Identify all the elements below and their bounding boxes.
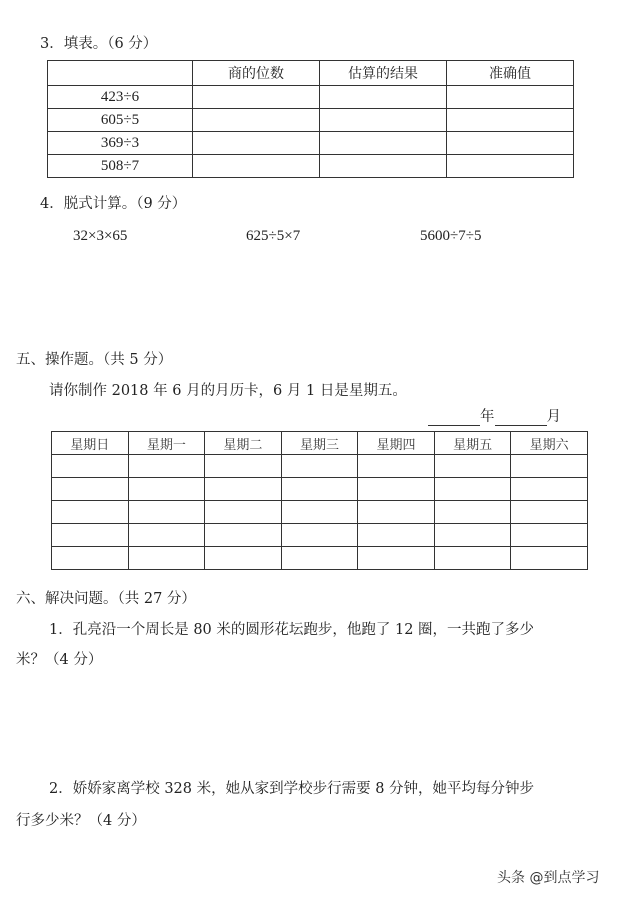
- header-cell-digits: 商的位数: [193, 61, 320, 86]
- problem1-line2: 米？（4 分）: [16, 652, 103, 668]
- calendar-cell[interactable]: [52, 524, 129, 547]
- calendar-cell[interactable]: [281, 547, 358, 570]
- answer-cell-digits[interactable]: [193, 109, 320, 132]
- expr-cell: 423÷6: [48, 86, 193, 109]
- weekday-wed: 星期三: [281, 432, 358, 455]
- calendar-row: [52, 547, 588, 570]
- header-cell-empty: [48, 61, 193, 86]
- year-label: 年: [480, 409, 495, 425]
- calendar-cell[interactable]: [128, 455, 205, 478]
- calendar-cell[interactable]: [511, 501, 588, 524]
- answer-cell-exact[interactable]: [447, 155, 574, 178]
- calendar-cell[interactable]: [358, 547, 435, 570]
- problem2-line2: 行多少米？（4 分）: [16, 813, 146, 829]
- calendar-cell[interactable]: [434, 455, 511, 478]
- weekday-sat: 星期六: [511, 432, 588, 455]
- calendar-cell[interactable]: [281, 478, 358, 501]
- calendar-cell[interactable]: [358, 501, 435, 524]
- calendar-cell[interactable]: [52, 501, 129, 524]
- calendar-cell[interactable]: [128, 478, 205, 501]
- calendar-cell[interactable]: [511, 455, 588, 478]
- calendar-cell[interactable]: [358, 478, 435, 501]
- fill-table: [47, 60, 574, 178]
- calendar-cell[interactable]: [128, 547, 205, 570]
- calc-expr-1: 32×3×65: [73, 228, 128, 244]
- calendar-row: [52, 478, 588, 501]
- calendar-cell[interactable]: [52, 455, 129, 478]
- calendar-cell[interactable]: [128, 501, 205, 524]
- calendar-table: [51, 431, 588, 570]
- calendar-row: [52, 524, 588, 547]
- calc-expr-3: 5600÷7÷5: [420, 228, 482, 244]
- table-row: [48, 109, 574, 132]
- calendar-cell[interactable]: [52, 478, 129, 501]
- weekday-mon: 星期一: [128, 432, 205, 455]
- calendar-cell[interactable]: [434, 501, 511, 524]
- expr-cell: 508÷7: [48, 155, 193, 178]
- q3-title: 3．填表。（6 分）: [40, 36, 158, 52]
- table-row: [48, 155, 574, 178]
- calendar-cell[interactable]: [128, 524, 205, 547]
- calendar-cell[interactable]: [205, 478, 282, 501]
- calendar-cell[interactable]: [205, 524, 282, 547]
- watermark: 头条 @到点学习: [497, 870, 600, 886]
- expr-cell: 369÷3: [48, 132, 193, 155]
- answer-cell-estimate[interactable]: [320, 132, 447, 155]
- weekday-tue: 星期二: [205, 432, 282, 455]
- year-blank[interactable]: [428, 411, 480, 426]
- calendar-cell[interactable]: [358, 455, 435, 478]
- answer-cell-exact[interactable]: [447, 109, 574, 132]
- answer-cell-digits[interactable]: [193, 86, 320, 109]
- calendar-cell[interactable]: [511, 478, 588, 501]
- calendar-cell[interactable]: [205, 455, 282, 478]
- answer-cell-estimate[interactable]: [320, 155, 447, 178]
- answer-cell-digits[interactable]: [193, 132, 320, 155]
- section5-title: 五、操作题。（共 5 分）: [16, 352, 173, 368]
- calendar-row: [52, 501, 588, 524]
- answer-cell-exact[interactable]: [447, 86, 574, 109]
- calendar-cell[interactable]: [511, 547, 588, 570]
- header-cell-estimate: 估算的结果: [320, 61, 447, 86]
- answer-cell-estimate[interactable]: [320, 109, 447, 132]
- fill-table-header: [48, 61, 574, 86]
- table-row: [48, 132, 574, 155]
- answer-cell-digits[interactable]: [193, 155, 320, 178]
- calendar-cell[interactable]: [281, 501, 358, 524]
- calendar-cell[interactable]: [358, 524, 435, 547]
- weekday-fri: 星期五: [434, 432, 511, 455]
- weekday-sun: 星期日: [52, 432, 129, 455]
- calendar-cell[interactable]: [511, 524, 588, 547]
- q4-title: 4．脱式计算。（9 分）: [40, 196, 187, 212]
- calendar-cell[interactable]: [434, 524, 511, 547]
- calendar-header: [52, 432, 588, 455]
- calendar-row: [52, 455, 588, 478]
- calendar-cell[interactable]: [205, 547, 282, 570]
- calc-expr-2: 625÷5×7: [246, 228, 301, 244]
- calendar-cell[interactable]: [205, 501, 282, 524]
- answer-cell-exact[interactable]: [447, 132, 574, 155]
- calendar-cell[interactable]: [52, 547, 129, 570]
- calendar-cell[interactable]: [281, 524, 358, 547]
- calendar-cell[interactable]: [434, 478, 511, 501]
- calendar-cell[interactable]: [434, 547, 511, 570]
- problem1-line1: 1．孔亮沿一个周长是 80 米的圆形花坛跑步，他跑了 12 圈，一共跑了多少: [49, 622, 535, 638]
- answer-cell-estimate[interactable]: [320, 86, 447, 109]
- weekday-thu: 星期四: [358, 432, 435, 455]
- month-label: 月: [546, 409, 561, 425]
- table-row: [48, 86, 574, 109]
- header-cell-exact: 准确值: [447, 61, 574, 86]
- section5-prompt: 请你制作 2018 年 6 月的月历卡，6 月 1 日是星期五。: [49, 383, 407, 399]
- problem2-line1: 2．娇娇家离学校 328 米，她从家到学校步行需要 8 分钟，她平均每分钟步: [49, 781, 535, 797]
- expr-cell: 605÷5: [48, 109, 193, 132]
- calendar-cell[interactable]: [281, 455, 358, 478]
- month-blank[interactable]: [495, 411, 547, 426]
- year-month-line: [428, 408, 561, 426]
- section6-title: 六、解决问题。（共 27 分）: [16, 591, 196, 607]
